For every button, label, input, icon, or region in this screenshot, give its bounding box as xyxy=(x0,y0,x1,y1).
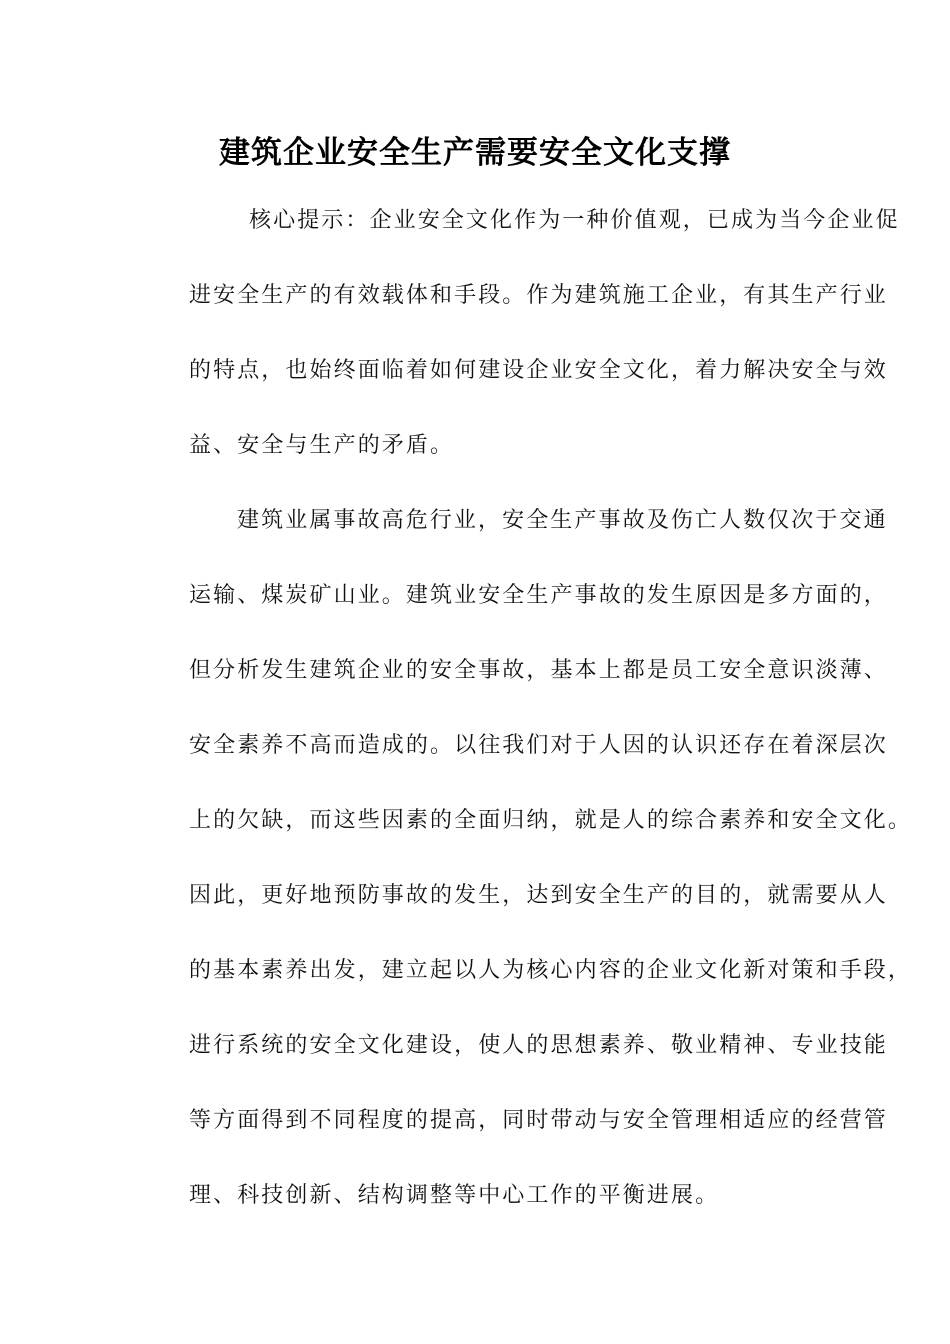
paragraph-intro xyxy=(145,183,900,483)
document-body xyxy=(145,183,913,1233)
text-line: 核心提示：企业安全文化作为一种价值观，已成为当今企业促 xyxy=(249,208,900,233)
text-line: 理、科技创新、结构调整等中心工作的平衡进展。 xyxy=(189,1183,720,1208)
text-line: 等方面得到不同程度的提高，同时带动与安全管理相适应的经营管 xyxy=(189,1108,888,1133)
text-line: 益、安全与生产的矛盾。 xyxy=(189,433,455,458)
text-line: 上的欠缺，而这些因素的全面归纳，就是人的综合素养和安全文化。 xyxy=(189,808,913,833)
text-line: 进行系统的安全文化建设，使人的思想素养、敬业精神、专业技能 xyxy=(189,1033,888,1058)
document-title: 建筑企业安全生产需要安全文化支撑 xyxy=(219,135,731,171)
text-line: 但分析发生建筑企业的安全事故，基本上都是员工安全意识淡薄、 xyxy=(189,658,888,683)
paragraph-main xyxy=(145,483,913,1233)
text-line: 运输、煤炭矿山业。建筑业安全生产事故的发生原因是多方面的， xyxy=(189,583,888,608)
text-line: 进安全生产的有效载体和手段。作为建筑施工企业，有其生产行业 xyxy=(189,283,888,308)
text-line: 的基本素养出发，建立起以人为核心内容的企业文化新对策和手段， xyxy=(189,958,913,983)
text-line: 安全素养不高而造成的。以往我们对于人因的认识还存在着深层次 xyxy=(189,733,888,758)
text-line: 因此，更好地预防事故的发生，达到安全生产的目的，就需要从人 xyxy=(189,883,888,908)
text-line: 的特点，也始终面临着如何建设企业安全文化，着力解决安全与效 xyxy=(189,358,888,383)
text-line: 建筑业属事故高危行业，安全生产事故及伤亡人数仅次于交通 xyxy=(237,508,888,533)
